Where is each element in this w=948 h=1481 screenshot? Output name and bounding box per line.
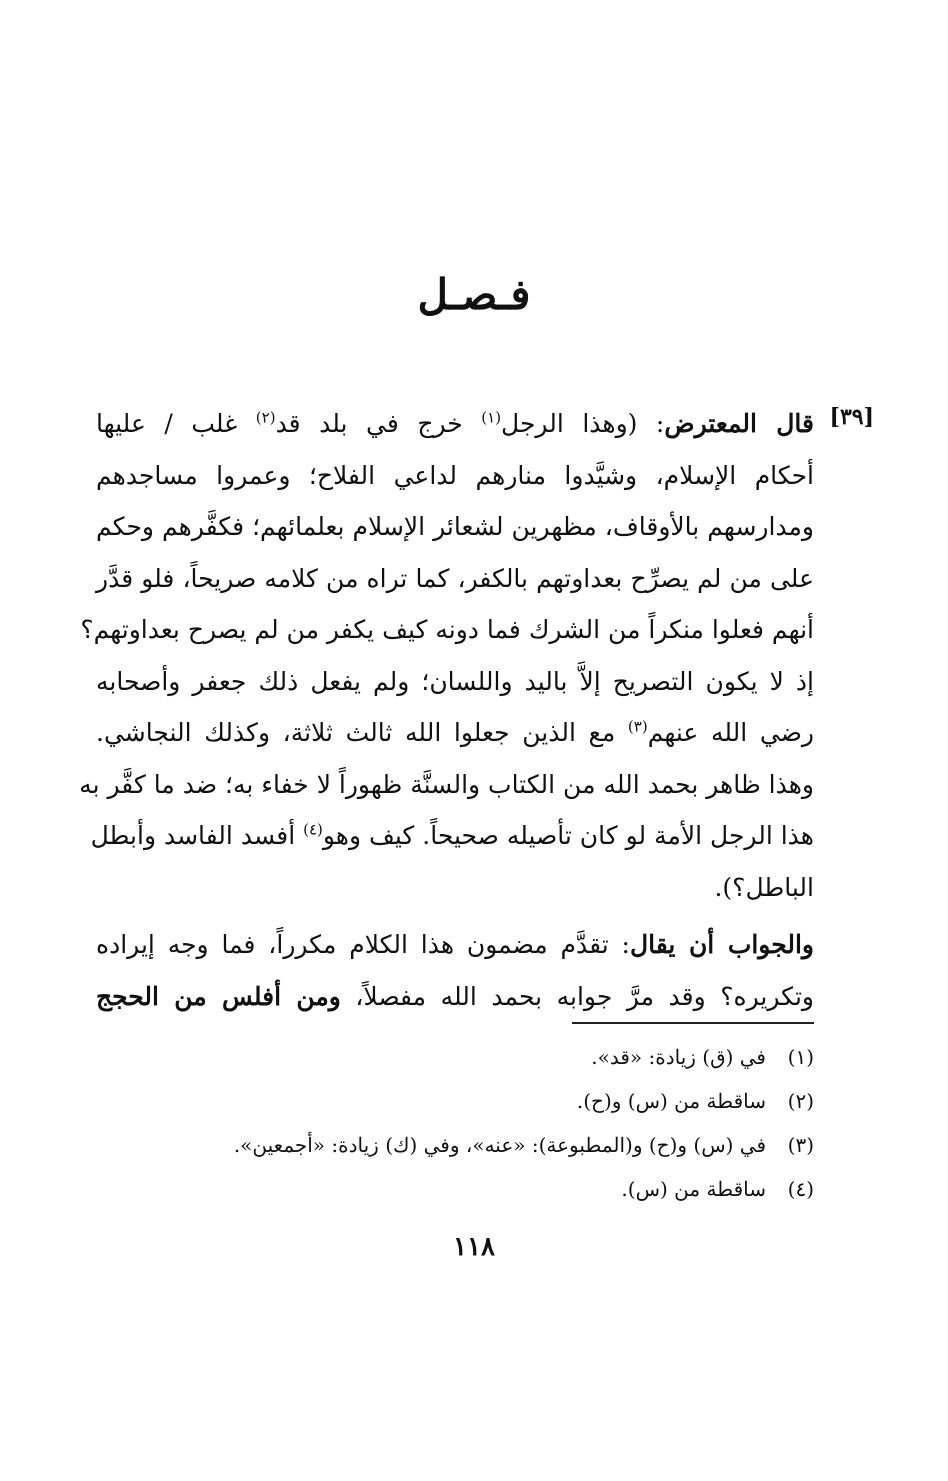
- bold-text: ومن أفلس من الحجج: [96, 981, 341, 1011]
- footnote-ref: (٣): [627, 717, 648, 736]
- text-segment: إذ لا يكون التصريح إلاَّ باليد واللسان؛ ولم يفعل ذلك جعفر وأصحابه: [96, 666, 814, 696]
- footnote-text: في (س) و(ح) و(المطبوعة): «عنه»، وفي (ك) زيادة: «أجمعين».: [233, 1133, 766, 1157]
- text-line: [90, 810, 814, 862]
- text-segment: وهذا ظاهر بحمد الله من الكتاب والسنَّة ظهوراً لا خفاء به؛ ضد ما كفَّر به: [79, 769, 814, 799]
- text-line: [96, 553, 814, 605]
- text-line: [96, 398, 814, 450]
- text-segment: الباطل؟).: [714, 872, 814, 902]
- footnote-number: (٤): [787, 1177, 814, 1201]
- footnote: [134, 1079, 814, 1123]
- text-line: [96, 501, 814, 553]
- text-segment: : (وهذا الرجل: [501, 409, 665, 438]
- text-segment: أحكام الإسلام، وشيَّدوا منارهم لداعي الفلاح؛ وعمروا مساجدهم: [96, 460, 814, 490]
- text-line: [96, 862, 814, 914]
- footnote-number: (٣): [787, 1133, 814, 1157]
- text-line: [96, 707, 814, 759]
- paragraph: [96, 919, 814, 1022]
- text-segment: على من لم يصرِّح بعداوتهم بالكفر، كما تراه من كلامه صريحاً، فلو قدَّر: [96, 563, 814, 593]
- section-marker: [٣٩]: [829, 404, 874, 430]
- footnote-number: (٢): [787, 1089, 814, 1113]
- text-segment: وتكريره؟ وقد مرَّ جوابه بحمد الله مفصلاً،: [340, 981, 814, 1011]
- footnote-text: في (ق) زيادة: «قد».: [591, 1045, 766, 1069]
- bold-text: والجواب أن يقال: [629, 930, 814, 959]
- footnote-ref: (٢): [255, 408, 276, 427]
- footnote-number: (١): [787, 1045, 814, 1069]
- bold-text: قال المعترض: [664, 409, 814, 438]
- text-segment: خرج في بلد قد: [275, 409, 482, 438]
- text-segment: أنهم فعلوا منكراً من الشرك فما دونه كيف يكفر من لم يصرح بعداوتهم؟: [80, 615, 814, 644]
- text-line: [96, 656, 814, 708]
- footnote: [134, 1123, 814, 1167]
- text-line: [96, 919, 814, 971]
- text-line: [79, 759, 814, 811]
- text-line: [96, 450, 814, 502]
- footnotes: [134, 1035, 814, 1211]
- footnote-text: ساقطة من (س).: [621, 1177, 766, 1201]
- text-segment: أفسد الفاسد وأبطل: [90, 821, 304, 850]
- text-line: [96, 971, 814, 1023]
- footnote-separator: [572, 1022, 814, 1024]
- text-segment: : تقدَّم مضمون هذا الكلام مكرراً، فما وجه إيراده: [96, 930, 630, 959]
- text-segment: رضي الله عنهم: [647, 718, 814, 747]
- text-line: [80, 604, 814, 656]
- footnote: [134, 1167, 814, 1211]
- paragraph: [79, 398, 814, 913]
- text-segment: غلب / عليها: [96, 409, 256, 438]
- text-segment: ومدارسهم بالأوقاف، مظهرين لشعائر الإسلام بعلمائهم؛ فكفَّرهم وحكم: [96, 512, 814, 541]
- section-heading: فـصـل: [417, 270, 531, 319]
- text-segment: هذا الرجل الأمة لو كان تأصيله صحيحاً. كيف وهو: [322, 821, 814, 850]
- footnote: [134, 1035, 814, 1079]
- footnote-text: ساقطة من (س) و(ح).: [576, 1089, 766, 1113]
- page-number: ١١٨: [453, 1232, 495, 1262]
- footnote-ref: (١): [481, 408, 502, 427]
- text-segment: مع الذين جعلوا الله ثالث ثلاثة، وكذلك النجاشي.: [96, 718, 628, 747]
- main-text: [79, 398, 814, 1022]
- footnote-ref: (٤): [303, 820, 323, 839]
